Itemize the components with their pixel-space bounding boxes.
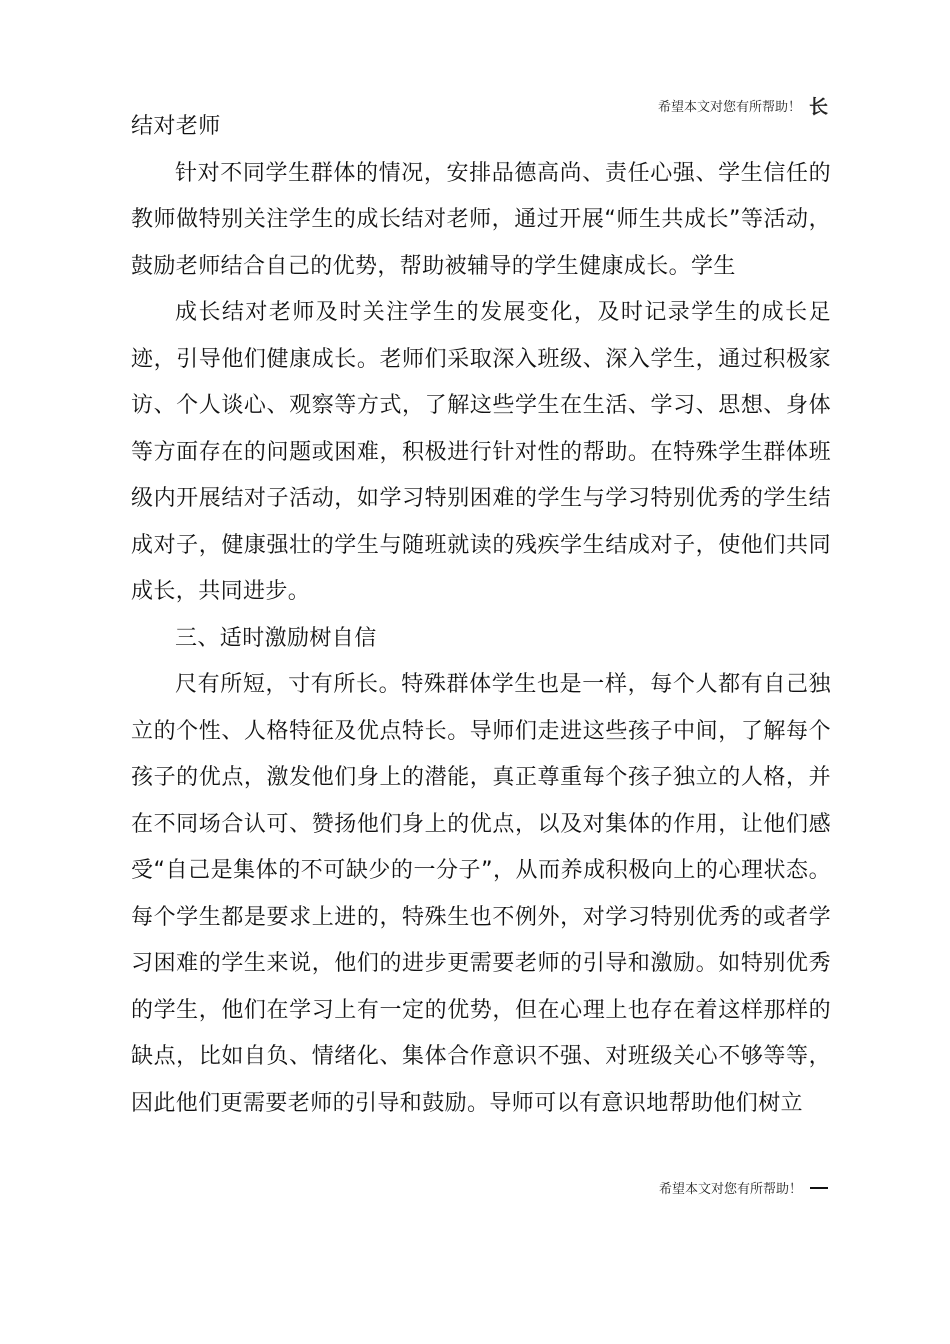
page-footer [659,1178,828,1197]
header-mark: 长 [808,96,828,118]
paragraph: 成长结对老师及时关注学生的发展变化，及时记录学生的成长足迹，引导他们健康成长。老师们采取深入班级、深入学生，通过积极家访、个人谈心、观察等方式，了解这些学生在生活、学习、思想、身体等方面存在的问题或困难，积极进行针对性的帮助。在特殊学生群体班级内开展结对子活动，如学习特别困难的学生与学习特别优秀的学生结成对子，健康强壮的学生与随班就读的残疾学生结成对子，使他们共同成长，共同进步。 [131,300,831,604]
paragraph: 尺有所短，寸有所长。特殊群体学生也是一样，每个人都有自己独立的个性、人格特征及优点特长。导师们走进这些孩子中间，了解每个孩子的优点，激发他们身上的潜能，真正尊重每个孩子独立的人格，并在不同场合认可、赞扬他们身上的优点，以及对集体的作用，让他们感受“自己是集体的不可缺少的一分子”，从而养成积极向上的心理状态。每个学生都是要求上进的，特殊生也不例外，对学习特别优秀的或者学习困难的学生来说，他们的进步更需要老师的引导和激励。如特别优秀的学生，他们在学习上有一定的优势，但在心理上也存在着这样那样的缺点，比如自负、情绪化、集体合作意识不强、对班级关心不够等等，因此他们更需要老师的引导和鼓励。导师可以有意识地帮助他们树立 [131,672,831,1116]
paragraph: 针对不同学生群体的情况，安排品德高尚、责任心强、学生信任的教师做特别关注学生的成长结对老师，通过开展“师生共成长”等活动，鼓励老师结合自己的优势，帮助被辅导的学生健康成长。学生 [131,160,831,279]
paragraph-continuation: 结对老师 [131,114,221,139]
section-heading: 三、适时激励树自信 [175,625,377,651]
document-body [131,104,831,1127]
header-text: 希望本文对您有所帮助！ [657,100,801,115]
footer-dash [810,1187,828,1189]
footer-text: 希望本文对您有所帮助！ [658,1182,802,1197]
